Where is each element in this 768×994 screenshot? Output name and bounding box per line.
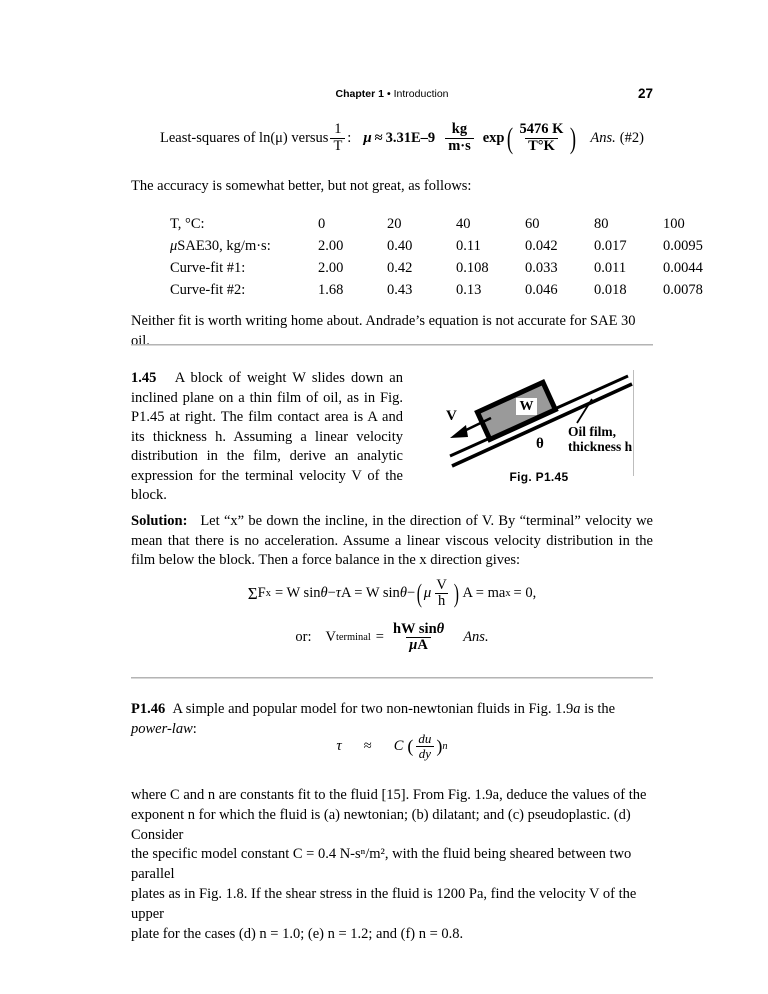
cell-value: 0.108 (456, 260, 489, 276)
oil-film-label-line2: thickness h (568, 439, 633, 454)
approx-sign: ≈ (374, 129, 383, 146)
least-squares-coefficient: 3.31E–9 (385, 129, 436, 146)
theta-symbol-1: θ (320, 585, 328, 602)
velocity-gradient-fraction (433, 578, 449, 609)
running-head (131, 86, 653, 102)
horizontal-rule-lower (131, 677, 653, 679)
exponent-numerator: 5476 K (519, 121, 564, 138)
ans-reference: (#2) (619, 129, 644, 146)
body-line: exponent n for which the fluid is (a) newtonian; (b) dilatant; and (c) pseudoplastic. (d) Consider (131, 806, 631, 843)
problem-146-intro-after: is the (580, 701, 616, 717)
velocity-label: V (446, 408, 457, 424)
power-law-row (336, 732, 447, 760)
cell-value: 0.017 (594, 238, 627, 254)
force-symbol: F (257, 585, 266, 602)
problem-145-number: 1.45 (131, 370, 157, 386)
angle-label: θ (536, 436, 544, 452)
exponent-argument-fraction (517, 122, 567, 153)
solution-145-block (131, 512, 653, 571)
cell-value: 0.0044 (663, 260, 703, 276)
cell-value: 40 (456, 216, 471, 232)
viscosity-data-table (170, 213, 732, 301)
area-symbol: A (417, 637, 428, 654)
numerator-text: hW sin (392, 621, 437, 637)
fraction-denominator: T (330, 138, 345, 154)
exponential-label: exp (482, 129, 505, 146)
figure-caption: Fig. P1.45 (509, 470, 569, 484)
right-paren-glyph: ) (436, 735, 443, 756)
figure-right-divider (633, 370, 634, 476)
row-label (170, 213, 318, 235)
cell-value: 0.40 (387, 238, 413, 254)
exponent-n: n (442, 740, 448, 752)
unit-denominator: m·s (445, 138, 474, 154)
fraction-numerator (390, 622, 447, 637)
exponent-denominator: T°K (525, 138, 558, 154)
fraction-numerator: du (418, 731, 432, 746)
inverse-temperature-fraction (330, 122, 345, 153)
mu-symbol: μ (363, 129, 372, 146)
table-row (170, 279, 732, 301)
cell-value: 20 (387, 216, 402, 232)
problem-146-body (131, 786, 655, 944)
body-line: the specific model constant C = 0.4 N-sⁿ/m², with the fluid being sheared between two parallel (131, 846, 632, 883)
row-label-text: Curve-fit #1: (170, 260, 246, 276)
tau-symbol: τ (335, 585, 341, 602)
oil-film-label (568, 424, 632, 454)
solution-heading: Solution: (131, 513, 188, 529)
cell-value: 0 (318, 216, 326, 232)
approx-sign: ≈ (363, 737, 372, 754)
figure-ref-italic: a (573, 701, 581, 717)
least-squares-equation-line (160, 118, 660, 158)
left-paren-glyph: ( (416, 578, 423, 608)
equals-sign: = (375, 629, 384, 646)
minus-sign-1: − (327, 585, 336, 602)
cell-value: 60 (525, 216, 540, 232)
cell-value: 0.033 (525, 260, 558, 276)
ans-label: Ans. (463, 629, 489, 646)
body-line: plate for the cases (d) n = 1.0; (e) n = 1.2; and (f) n = 0.8. (131, 925, 464, 942)
mu-symbol: μ (409, 637, 418, 654)
fraction-denominator: dy (416, 746, 434, 761)
viscosity-unit-fraction (445, 122, 474, 153)
power-law-term: power-law (131, 720, 193, 737)
minus-sign-2: − (406, 585, 416, 602)
fraction-numerator: 1 (334, 121, 342, 138)
right-paren-glyph: ) (453, 578, 459, 608)
running-head-center (131, 86, 653, 102)
row-label-text: SAE30, kg/m·s: (177, 238, 271, 254)
solution-body: Let “x” be down the incline, in the direction of V. By “terminal” velocity we mean that there is no acceleration. Assume a linear viscous velocity distribution in the film below the block. Then a force balance in the x direction gives: (131, 513, 653, 568)
cell-value: 0.0078 (663, 282, 703, 298)
accuracy-intro-paragraph: The accuracy is somewhat better, but not great, as follows: (131, 178, 472, 194)
closing-remark-paragraph: Neither fit is worth writing home about. Andrade’s equation is not accurate for SAE 30 oil. (131, 313, 636, 349)
problem-145-body: A block of weight W slides down an inclined plane on a thin film of oil, as in Fig. P1.45 at right. The film contact area is A and its thickness h. Assuming a linear velocity distribution in the film, derive an analytic expression for the terminal velocity V of the block. (131, 370, 403, 503)
problem-146-colon: : (192, 720, 197, 737)
cell-value: 0.11 (456, 238, 481, 254)
row-label (170, 235, 318, 257)
row-label (170, 279, 318, 301)
left-paren-glyph: ( (506, 121, 513, 155)
row-label-text: T, °C: (170, 216, 205, 232)
row-label-italic-prefix: μ (170, 238, 178, 254)
cell-value: 100 (663, 216, 685, 232)
force-balance-eq2: A = W sin (341, 585, 400, 602)
body-line: where C and n are constants fit to the fluid [15]. From Fig. 1.9a, deduce the values of the (131, 787, 647, 803)
cell-value: 0.011 (594, 260, 627, 276)
or-label: or: (295, 629, 312, 646)
cell-value: 1.68 (318, 282, 344, 298)
horizontal-rule-upper (131, 344, 653, 346)
body-line: plates as in Fig. 1.8. If the shear stress in the fluid is 1200 Pa, find the velocity V of the upper (131, 885, 637, 922)
fraction-numerator: V (436, 577, 447, 593)
velocity-symbol: V (325, 629, 337, 646)
table-body (170, 213, 732, 301)
problem-145-block (131, 369, 403, 506)
cell-value: 0.018 (594, 282, 627, 298)
fraction-denominator (406, 637, 431, 653)
velocity-gradient-fraction (415, 732, 434, 760)
oil-film-label-line1: Oil film, (568, 424, 616, 439)
cell-value: 0.42 (387, 260, 413, 276)
page-number: 27 (637, 86, 653, 101)
force-balance-equation (131, 578, 653, 609)
table-row (170, 213, 732, 235)
running-head-bullet: • (386, 88, 391, 100)
force-balance-end: = 0, (513, 585, 537, 602)
running-head-chapter: Chapter 1 (335, 88, 384, 100)
least-squares-lead-text: Least-squares of ln(μ) versus (160, 129, 329, 146)
cell-value: 80 (594, 216, 609, 232)
cell-value: 0.43 (387, 282, 413, 298)
cell-value: 0.0095 (663, 238, 703, 254)
problem-146-intro-text: A simple and popular model for two non-newtonian fluids in Fig. 1.9 (172, 701, 574, 717)
cell-value: 0.042 (525, 238, 558, 254)
force-subscript: x (265, 588, 271, 600)
cell-value: 2.00 (318, 260, 344, 276)
tau-symbol: τ (336, 737, 342, 754)
force-balance-eq1: = W sin (274, 585, 321, 602)
theta-symbol-2: θ (399, 585, 407, 602)
row-label-text: Curve-fit #2: (170, 282, 246, 298)
block-weight-label: W (516, 398, 537, 415)
cell-value: 0.13 (456, 282, 482, 298)
oil-film-leader-line (577, 399, 592, 423)
theta-symbol: θ (436, 621, 445, 637)
cell-value: 0.046 (525, 282, 558, 298)
problem-146-number: P1.46 (131, 701, 166, 717)
power-law-equation (131, 732, 653, 760)
constant-C-symbol: C (393, 737, 404, 754)
terminal-velocity-equation (131, 622, 653, 653)
mu-symbol: μ (423, 585, 432, 602)
velocity-subscript: terminal (336, 632, 371, 644)
unit-numerator: kg (451, 121, 468, 138)
cell-value: 2.00 (318, 238, 344, 254)
terminal-velocity-row (295, 622, 488, 653)
table-row (170, 257, 732, 279)
ans-label: Ans. (590, 129, 616, 146)
force-balance-row (248, 578, 536, 609)
left-paren-glyph: ( (407, 735, 414, 756)
force-balance-tail: A = ma (462, 585, 506, 602)
terminal-velocity-fraction (390, 622, 447, 653)
running-head-section: Introduction (393, 88, 449, 100)
colon-separator: : (347, 129, 352, 146)
sigma-symbol: Σ (247, 583, 258, 603)
fraction-denominator: h (435, 593, 448, 609)
row-label (170, 257, 318, 279)
acceleration-subscript: x (505, 588, 511, 600)
table-row (170, 235, 732, 257)
right-paren-glyph: ) (570, 121, 577, 155)
